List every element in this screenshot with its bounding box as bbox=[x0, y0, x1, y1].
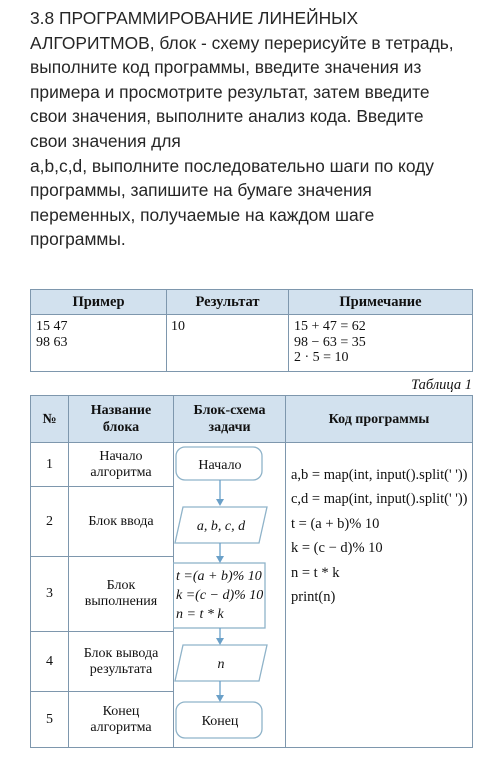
flow-process-line: k =(c − d)% 10 bbox=[176, 588, 264, 603]
row-block-name: Конец алгоритма bbox=[69, 692, 174, 748]
flow-arrow-head bbox=[216, 695, 224, 702]
row-number: 2 bbox=[31, 487, 69, 557]
flowchart bbox=[173, 443, 273, 748]
header-program-code: Код программы bbox=[286, 396, 473, 443]
row-block-name: Начало алгоритма bbox=[69, 443, 174, 487]
example-result-cell: 10 bbox=[167, 315, 289, 372]
row-number: 1 bbox=[31, 443, 69, 487]
flow-process-line: t =(a + b)% 10 bbox=[176, 569, 262, 584]
example-table-header bbox=[31, 290, 473, 315]
header-number: № bbox=[31, 396, 69, 443]
code-line: t = (a + b)% 10 bbox=[291, 515, 380, 532]
table-caption: Таблица 1 bbox=[411, 377, 472, 393]
flow-start-label: Начало bbox=[198, 458, 242, 473]
flow-arrow-head bbox=[216, 499, 224, 506]
task-description: 3.8 ПРОГРАММИРОВАНИЕ ЛИНЕЙНЫХ АЛГОРИТМОВ, блок - схему перерисуйте в тетрадь, выполните код программы, введите значения из примера и просмотрите результат, затем введите свои значения, выполните анализ кода. Введите свои значения для a,b,c,d, выполните последовательно шаги по коду программы, запишите на бумаге значения переменных, получаемые на каждом шаге программы. bbox=[30, 8, 454, 250]
flow-arrow-head bbox=[216, 556, 224, 563]
example-header-note: Примечание bbox=[289, 290, 473, 315]
program-code-cell bbox=[286, 443, 473, 748]
flow-input-label: a, b, c, d bbox=[196, 519, 246, 534]
example-table-row bbox=[31, 315, 473, 372]
example-table bbox=[30, 289, 473, 372]
row-block-name: Блок ввода bbox=[69, 487, 174, 557]
row-number: 4 bbox=[31, 632, 69, 692]
row-number: 5 bbox=[31, 692, 69, 748]
flow-arrow-head bbox=[216, 638, 224, 645]
row-block-name: Блок выполнения bbox=[69, 557, 174, 632]
algorithm-table-header bbox=[31, 396, 473, 443]
code-line: k = (c − d)% 10 bbox=[291, 540, 383, 557]
row-number: 3 bbox=[31, 557, 69, 632]
header-flowchart: Блок-схема задачи bbox=[174, 396, 286, 443]
code-line: a,b = map(int, input().split(' ')) bbox=[291, 467, 468, 483]
row-block-name: Блок вывода результата bbox=[69, 632, 174, 692]
example-note-cell: 15 + 47 = 62 98 − 63 = 35 2 · 5 = 10 bbox=[289, 315, 473, 372]
example-header-example: Пример bbox=[31, 290, 167, 315]
code-line: c,d = map(int, input().split(' ')) bbox=[291, 491, 468, 508]
flow-end-label: Конец bbox=[201, 714, 239, 729]
flow-process-line: n = t * k bbox=[176, 607, 224, 622]
code-line: print(n) bbox=[291, 589, 336, 606]
header-block-name: Название блока bbox=[69, 396, 174, 443]
flow-output-label: n bbox=[217, 657, 225, 672]
code-line: n = t * k bbox=[291, 564, 340, 581]
example-header-result: Результат bbox=[167, 290, 289, 315]
example-input-cell: 15 47 98 63 bbox=[31, 315, 167, 372]
